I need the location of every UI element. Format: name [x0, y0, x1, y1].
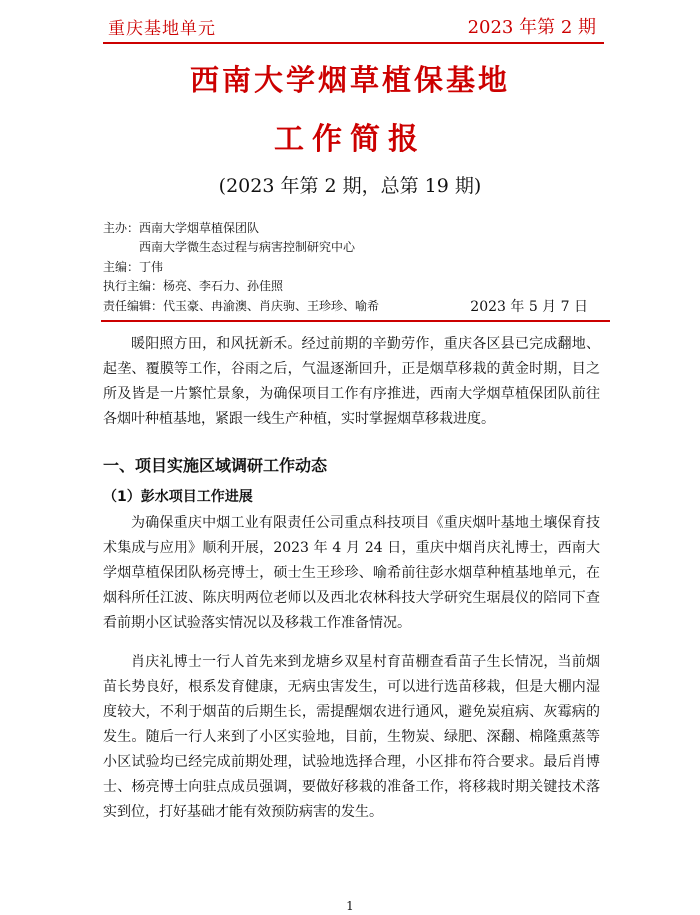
chief-editor: 主编：丁伟 [103, 260, 164, 274]
header-issue-label: 2023 年第 2 期 [467, 17, 596, 38]
bulletin-title: 西南大学烟草植保基地 [189, 63, 510, 97]
paragraph-pengshui-2: 肖庆礼博士一行人首先来到龙塘乡双星村育苗棚查看苗子生长情况，当前烟苗长势良好，根系发育健康，无病虫害发生，可以进行选苗移栽，但是大棚内湿度较大，不利于烟苗的后期生长，需提醒烟农进行通风，避免炭疽病、灰霉病的发生。随后一行人来到了小区实验地，目前，生物炭、绿肥、深翻、棉隆熏蒸等小区试验均已经完成前期处理，试验地选择合理，小区排布符合要求。最后肖博士、杨亮博士向驻点成员强调，要做好移栽的准备工作，将移栽时期关键技术落实到位，打好基础才能有效预防病害的发生。 [103, 654, 600, 820]
publish-date: 2023 年 5 月 7 日 [470, 299, 588, 315]
subsection-heading: （1）彭水项目工作进展 [103, 489, 253, 505]
section-heading: 一、项目实施区域调研工作动态 [103, 456, 328, 475]
responsible-editors: 责任编辑：代玉豪、冉渝澳、肖庆驹、王珍珍、喻希 [103, 299, 380, 313]
header-divider [103, 42, 604, 44]
intro-paragraph: 暖阳照方田，和风抚新禾。经过前期的辛勤劳作，重庆各区县已完成翻地、起垄、覆膜等工作，谷雨之后，气温逐渐回升，正是烟草移栽的黄金时期，目之所及皆是一片繁忙景象，为确保项目工作有序推进，西南大学烟草植保团队前往各烟叶种植基地，紧跟一线生产种植，实时掌握烟草移栽进度。 [103, 336, 600, 427]
bulletin-subtitle: 工作简报 [274, 122, 426, 157]
issue-info: (2023 年第 2 期，总第 19 期) [218, 175, 482, 197]
executive-editors: 执行主编：杨亮、李石力、孙佳照 [103, 279, 284, 293]
sponsor-line-2: 西南大学微生态过程与病害控制研究中心 [139, 240, 356, 254]
meta-divider [101, 320, 610, 322]
header-unit-label: 重庆基地单元 [108, 19, 216, 39]
sponsor-line-1: 主办：西南大学烟草植保团队 [103, 221, 260, 235]
page-number: 1 [346, 899, 354, 913]
paragraph-pengshui-1: 为确保重庆中烟工业有限责任公司重点科技项目《重庆烟叶基地土壤保育技术集成与应用》顺利开展，2023 年 4 月 24 日，重庆中烟肖庆礼博士，西南大学烟草植保团队杨亮博士，硕士生王珍珍、喻希前往彭水烟草种植基地单元，在烟科所任江波、陈庆明两位老师以及西北农林科技大学研究生琚晨仪的陪同下查看前期小区试验落实情况以及移栽工作准备情况。 [103, 515, 600, 631]
